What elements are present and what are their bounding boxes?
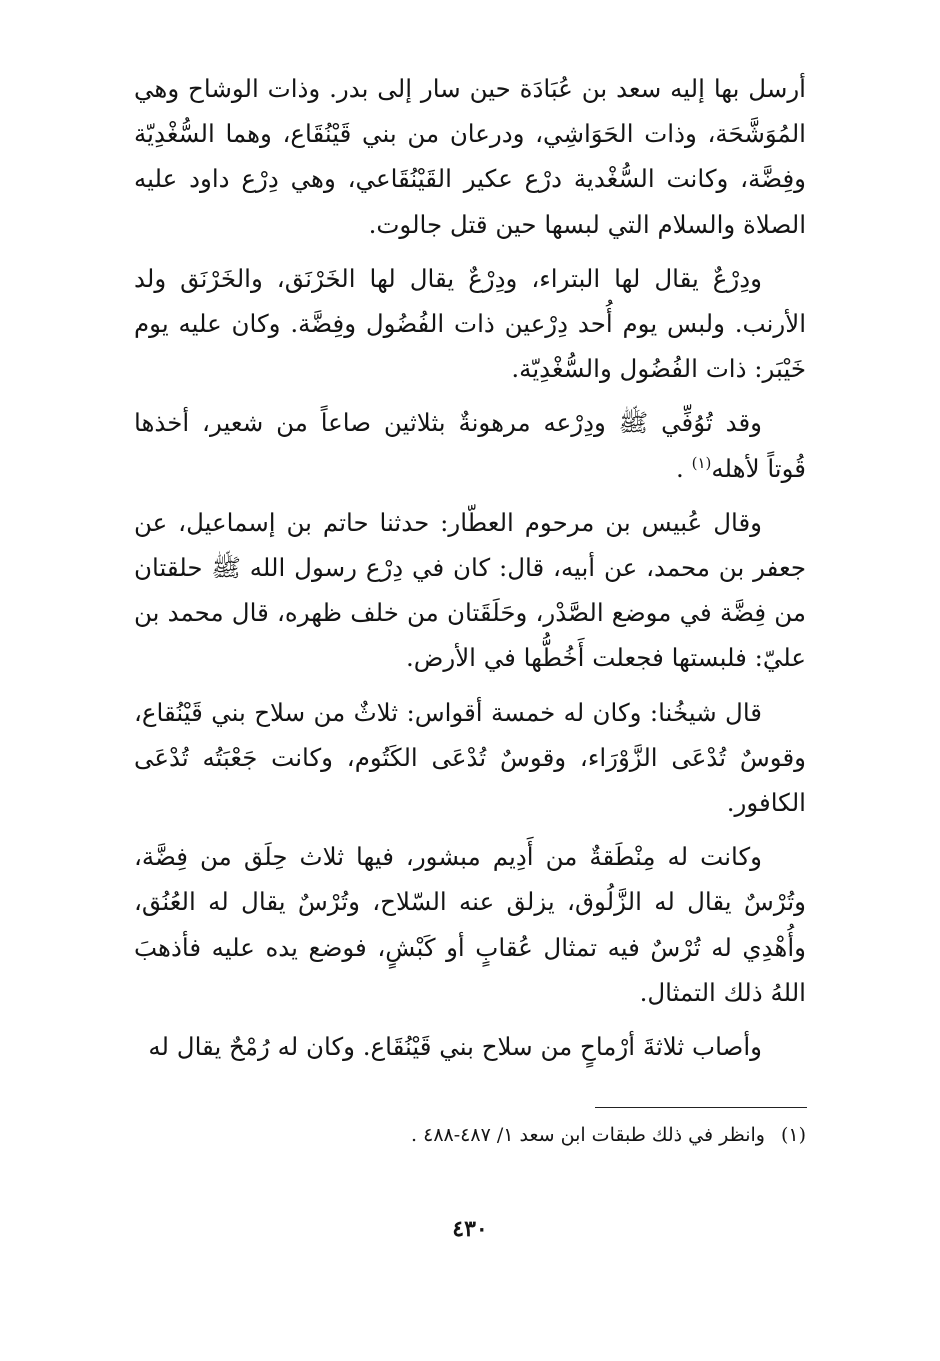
footnote-separator bbox=[595, 1107, 807, 1108]
paragraph-tail: . bbox=[676, 453, 692, 483]
paragraph: وأصاب ثلاثةَ أرْماحٍ من سلاح بني قَيْنُقَاع. وكان له رُمْحٌ يقال له bbox=[148, 1032, 762, 1062]
paragraph-text: وقد تُوُفِّي ﷺ ودِرْعه مرهونةٌ بثلاثين صاعاً من شعير، أخذها قُوتاً لأهله bbox=[134, 408, 806, 483]
paragraph: وكانت له مِنْطَقةٌ من أَدِيم مبشور، فيها ثلاث حِلَق من فِضَّة، وتُرْسٌ يقال له الزَّلُوق، يزلق عنه السّلاح، وتُرْسٌ يقال له العُنُق، وأُهْدِي له تُرْسٌ فيه تمثال عُقابٍ أو كَبْشٍ، فوضع يده عليه فأذهبَ اللهُ ذلك التمثال. bbox=[134, 842, 806, 1007]
footnote bbox=[134, 1120, 806, 1150]
paragraph: وقال عُبيس بن مرحوم العطّار: حدثنا حاتم بن إسماعيل، عن جعفر بن محمد، عن أبيه، قال: كان في دِرْع رسول الله ﷺ حلقتان من فِضَّة في موضع الصَّدْر، وحَلَقَتان من خلف ظهره، قال محمد بن عليّ: فلبستها فجعلت أَخُطُّها في الأرض. bbox=[134, 507, 806, 673]
footnote-reference[interactable]: (١) bbox=[691, 453, 712, 472]
page-body bbox=[134, 66, 806, 1069]
footnote-text: وانظر في ذلك طبقات ابن سعد ١/ ٤٨٧-٤٨٨ . bbox=[411, 1124, 765, 1146]
paragraph-with-footnote bbox=[134, 400, 806, 490]
page-number: ٤٣٠ bbox=[452, 1216, 488, 1242]
paragraph: أرسل بها إليه سعد بن عُبَادَة حين سار إلى بدر. وذات الوشاح وهي المُوَشَّحَة، وذات الحَوَاشِي، ودرعان من بني قَيْنُقَاع، وهما السُّغْدِيّة وفِضَّة، وكانت السُّغْدية درْع عكير القَيْنُقَاعي، وهي دِرْع داود عليه الصلاة والسلام التي لبسها حين قتل جالوت. bbox=[134, 74, 806, 239]
paragraph: ودِرْعٌ يقال لها البتراء، ودِرْعٌ يقال لها الخَرْنَق، والخَرْنَق ولد الأرنب. ولبس يوم أُحد دِرْعين ذات الفُضُول وفِضَّة. وكان عليه يوم خَيْبَر: ذات الفُضُول والسُّغْدِيّة. bbox=[134, 263, 806, 384]
footnote-number: (١) bbox=[780, 1124, 806, 1146]
paragraph: قال شيخُنا: وكان له خمسة أقواس: ثلاثٌ من سلاح بني قَيْنُقاع، وقوسٌ تُدْعَى الزَّوْرَاء، وقوسٌ تُدْعَى الكَتُوم، وكانت جَعْبَتُه تُدْعَى الكافور. bbox=[134, 697, 806, 818]
